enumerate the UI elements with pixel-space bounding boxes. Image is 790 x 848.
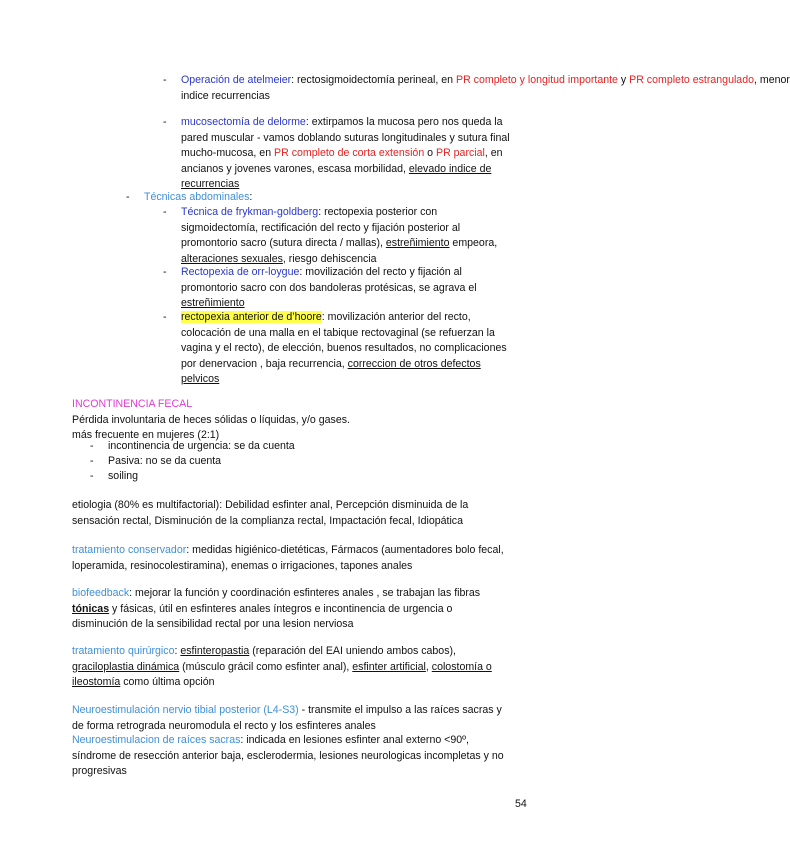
- atelmeier-item: Operación de atelmeier: rectosigmoidectomía perineal, en PR completo y longitud importante y PR completo estrangulado, menor indice recurrencias: [181, 74, 790, 102]
- atelmeier-title: Operación de atelmeier: [181, 74, 292, 86]
- bullet-dash: -: [163, 116, 167, 128]
- bullet-dash: -: [163, 266, 167, 278]
- delorme-item: mucosectomía de delorme: extirpamos la mucosa pero nos queda la pared muscular - vamos doblando suturas longitudinales y sutura final mucho-mucosa, en PR completo de corta extensión o PR parcial, en ancianos y jovenes varones, escasa morbilidad, elevado indice de recurrencias: [181, 116, 510, 191]
- dhoore-item: rectopexia anterior de d’hoore: movilización anterior del recto, colocación de una malla en el tabique rectovaginal (se refuerzan la vagina y el recto), de elección, buenos resultados, no complicaciones por denervacion , baja recurrencia, correccion de otros defectos pelvicos: [181, 311, 507, 386]
- surgical-paragraph: tratamiento quirúrgico: esfinteropastia (reparación del EAI uniendo ambos cabos), graciloplastia dinámica (músculo grácil como esfinter anal), esfinter artificial, colostomía o ileostomía como última opción: [72, 645, 492, 689]
- frykman-item: Técnica de frykman-goldberg: rectopexia posterior con sigmoidectomía, rectificación del recto y fijación posterior al promontorio sacro (sutura directa / mallas), estreñimiento empeora, alteraciones sexuales, riesgo dehiscencia: [181, 206, 498, 265]
- tibial-paragraph: Neuroestimulación nervio tibial posterior (L4-S3) - transmite el impulso a las raíces sacras y de forma retrograda neuromodula el recto y los esfinteres anales: [72, 704, 502, 732]
- etiology-paragraph: etiologia (80% es multifactorial): Debilidad esfinter anal, Percepción disminuida de la sensación rectal, Disminución de la complianza rectal, Impactación fecal, Idiopática: [72, 499, 469, 527]
- incontinence-intro: INCONTINENCIA FECAL Pérdida involuntaria de heces sólidas o líquidas, y/o gases. más frecuente en mujeres (2:1): [72, 398, 350, 442]
- type-item: soiling: [108, 470, 139, 482]
- page-number: 54: [515, 798, 527, 810]
- bullet-dash: -: [90, 455, 94, 467]
- orr-loygue-item: Rectopexia de orr-loygue: movilización del recto y fijación al promontorio sacro con dos bandoleras protésicas, se agrava el estreñimiento: [181, 266, 477, 310]
- bullet-dash: -: [163, 206, 167, 218]
- bullet-dash: -: [126, 191, 130, 203]
- type-item: Pasiva: no se da cuenta: [108, 455, 222, 467]
- dhoore-title: rectopexia anterior de d’hoore: [181, 311, 322, 323]
- frykman-title: Técnica de frykman-goldberg: [181, 206, 319, 218]
- biofeedback-paragraph: biofeedback: mejorar la función y coordinación esfinteres anales , se trabajan las fibras tónicas y fásicas, útil en esfinteres anales íntegros e incontinencia de urgencia o disminución de la sensibilidad rectal por una lesion nerviosa: [72, 587, 481, 631]
- bullet-dash: -: [90, 440, 94, 452]
- bullet-dash: -: [163, 74, 167, 86]
- delorme-title: mucosectomía de delorme: [181, 116, 306, 128]
- section-heading: INCONTINENCIA FECAL: [72, 398, 193, 410]
- conservative-paragraph: tratamiento conservador: medidas higiénico-dietéticas, Fármacos (aumentadores bolo fecal, loperamida, resinocolestiramina), enemas o irrigaciones, tapones anales: [72, 544, 504, 572]
- bullet-dash: -: [163, 311, 167, 323]
- sacral-paragraph: Neuroestimulacion de raíces sacras: indicada en lesiones esfinter anal externo <90º, síndrome de resección anterior baja, esclerodermia, lesiones neurologicas incompletas y no progresivas: [72, 734, 504, 778]
- orr-loygue-title: Rectopexia de orr-loygue: [181, 266, 300, 278]
- abdominal-heading: Técnicas abdominales:: [144, 191, 253, 203]
- type-item: incontinencia de urgencia: se da cuenta: [108, 440, 295, 452]
- bullet-dash: -: [90, 470, 94, 482]
